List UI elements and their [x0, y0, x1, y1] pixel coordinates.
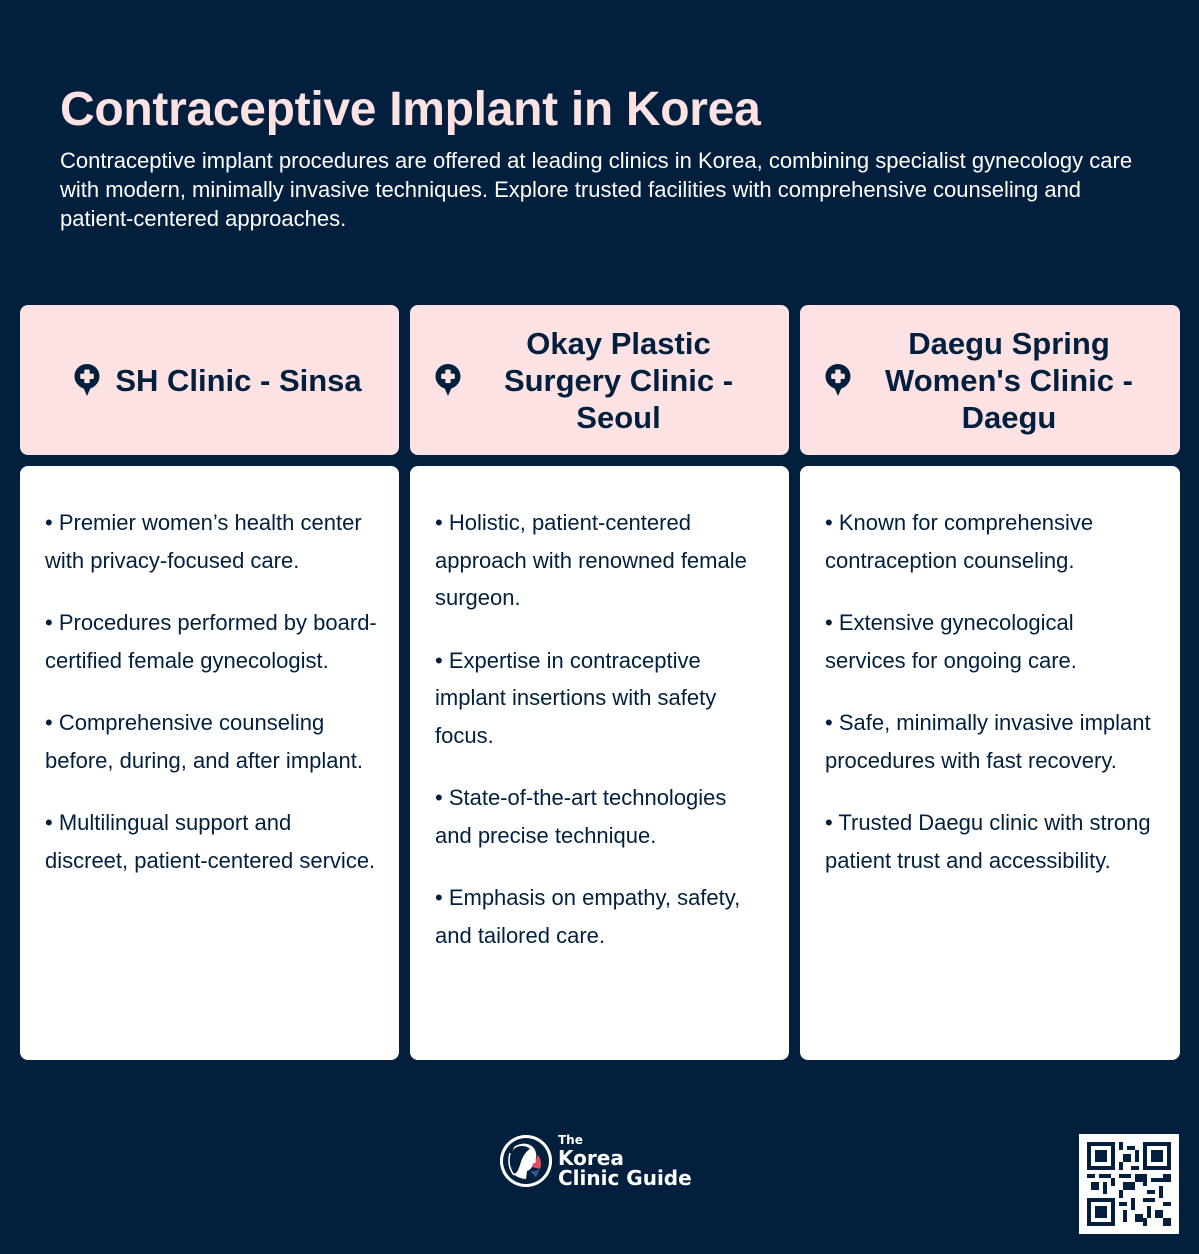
- clinic-point: • Premier women’s health center with privacy-focused care.: [45, 510, 362, 573]
- hero-section: [60, 80, 1160, 233]
- clinic-card-okay-plastic: [410, 305, 789, 1060]
- clinic-point: • Extensive gynecological services for ongoing care.: [825, 610, 1077, 673]
- medical-pin-icon: [824, 363, 852, 397]
- brand-line-the: The: [558, 1133, 583, 1147]
- clinic-point: • Procedures performed by board-certified female gynecologist.: [45, 610, 377, 673]
- woman-profile-logo-icon: [500, 1135, 552, 1187]
- clinic-card-daegu-spring: [800, 305, 1180, 1060]
- brand-line-clinic-guide: Clinic Guide: [558, 1166, 692, 1190]
- qr-code-icon[interactable]: [1079, 1134, 1179, 1234]
- clinic-point: • Known for comprehensive contraception counseling.: [825, 510, 1094, 573]
- clinic-card-sh-clinic: [20, 305, 399, 1060]
- page-title: Contraceptive Implant in Korea: [60, 83, 761, 136]
- clinic-point: • Safe, minimally invasive implant procedures with fast recovery.: [825, 710, 1151, 773]
- clinic-point: • Multilingual support and discreet, patient-centered service.: [45, 810, 376, 873]
- clinic-grid: [20, 305, 1180, 1060]
- medical-pin-icon: [73, 363, 101, 397]
- clinic-point: • Holistic, patient-centered approach with renowned female surgeon.: [435, 510, 747, 610]
- clinic-details: [410, 466, 789, 1060]
- clinic-details: [20, 466, 399, 1060]
- clinic-details: [800, 466, 1180, 1060]
- brand-name: [558, 1134, 692, 1188]
- clinic-point: • State-of-the-art technologies and precise technique.: [435, 785, 727, 848]
- clinic-name: SH Clinic - Sinsa: [115, 362, 362, 398]
- brand-logo[interactable]: [500, 1134, 692, 1188]
- clinic-header: [410, 305, 789, 455]
- clinic-point: • Expertise in contraceptive implant insertions with safety focus.: [435, 647, 717, 748]
- clinic-header: [20, 305, 399, 455]
- clinic-header: [800, 305, 1180, 455]
- clinic-point: • Emphasis on empathy, safety, and tailored care.: [435, 885, 741, 948]
- clinic-point: • Comprehensive counseling before, during, and after implant.: [45, 710, 363, 773]
- clinic-name: Daegu Spring Women's Clinic - Daegu: [885, 325, 1133, 435]
- brand-line-korea: Korea: [558, 1146, 624, 1170]
- page-description: Contraceptive implant procedures are offered at leading clinics in Korea, combining specialist gynecology care with modern, minimally invasive techniques. Explore trusted facilities with comprehensive counseling and patient-centered approaches.: [60, 148, 1133, 231]
- clinic-name: Okay Plastic Surgery Clinic - Seoul: [503, 325, 734, 435]
- medical-pin-icon: [434, 363, 462, 397]
- clinic-point: • Trusted Daegu clinic with strong patient trust and accessibility.: [825, 810, 1151, 873]
